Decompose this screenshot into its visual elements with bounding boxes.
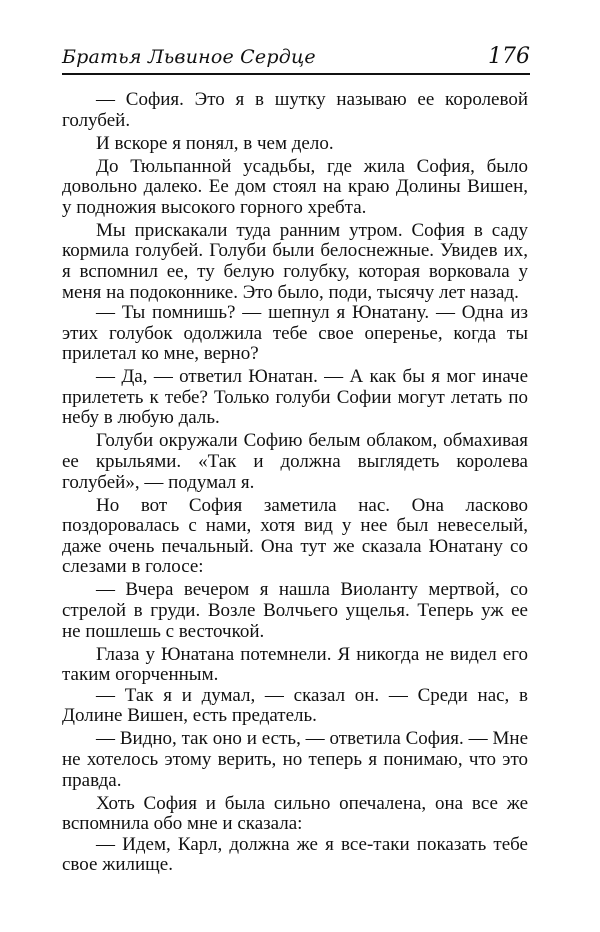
- paragraph: И вскоре я понял, в чем дело.: [96, 132, 334, 154]
- header-rule: [62, 73, 530, 75]
- paragraph: — Так я и думал, — сказал он. — Среди нас, в Долине Вишен, есть предатель.: [62, 684, 528, 727]
- paragraph: — Ты помнишь? — шепнул я Юнатану. — Одна из этих голубок одолжила тебе свое оперенье, когда ты прилетал ко мне, верно?: [62, 302, 528, 365]
- paragraph: — Идем, Карл, должна же я все-таки показать тебе свое жилище.: [62, 833, 528, 876]
- paragraph: До Тюльпанной усадьбы, где жила София, было довольно далеко. Ее дом стоял на краю Долины Вишен, у подножия высокого горного хребта.: [62, 155, 528, 218]
- paragraph: Хоть София и была сильно опечалена, она все же вспомнила обо мне и сказала:: [62, 792, 528, 835]
- paragraph: Но вот София заметила нас. Она ласково поздоровалась с нами, хотя вид у нее был невеселый, даже очень печальный. Она тут же сказала Юнатану со слезами в голосе:: [62, 494, 528, 578]
- page-number: 176: [488, 44, 530, 69]
- paragraph: Глаза у Юнатана потемнели. Я никогда не видел его таким огорченным.: [62, 643, 528, 686]
- book-title: Братья Львиное Сердце: [62, 46, 316, 68]
- paragraph: — Да, — ответил Юнатан. — А как бы я мог иначе прилететь к тебе? Только голуби Софии могут летать по небу в любую даль.: [62, 366, 528, 429]
- paragraph: Мы прискакали туда ранним утром. София в саду кормила голубей. Голуби были белоснежные. Увидев их, я вспомнил ее, ту белую голубку, которая ворковала у меня на подоконнике. Это было, поди, тысячу лет назад.: [62, 219, 528, 303]
- paragraph: — Видно, так оно и есть, — ответила София. — Мне не хотелось этому верить, но теперь я понимаю, что это правда.: [62, 728, 528, 791]
- paragraph: — Вчера вечером я нашла Виоланту мертвой, со стрелой в груди. Возле Волчьего ущелья. Теперь уж ее не пошлешь с весточкой.: [62, 579, 528, 642]
- body-text: [62, 90, 528, 876]
- paragraph: Голуби окружали Софию белым облаком, обмахивая ее крыльями. «Так и должна выглядеть королева голубей», — подумал я.: [62, 430, 528, 493]
- paragraph: — София. Это я в шутку называю ее королевой голубей.: [62, 89, 528, 131]
- running-header: [62, 40, 530, 76]
